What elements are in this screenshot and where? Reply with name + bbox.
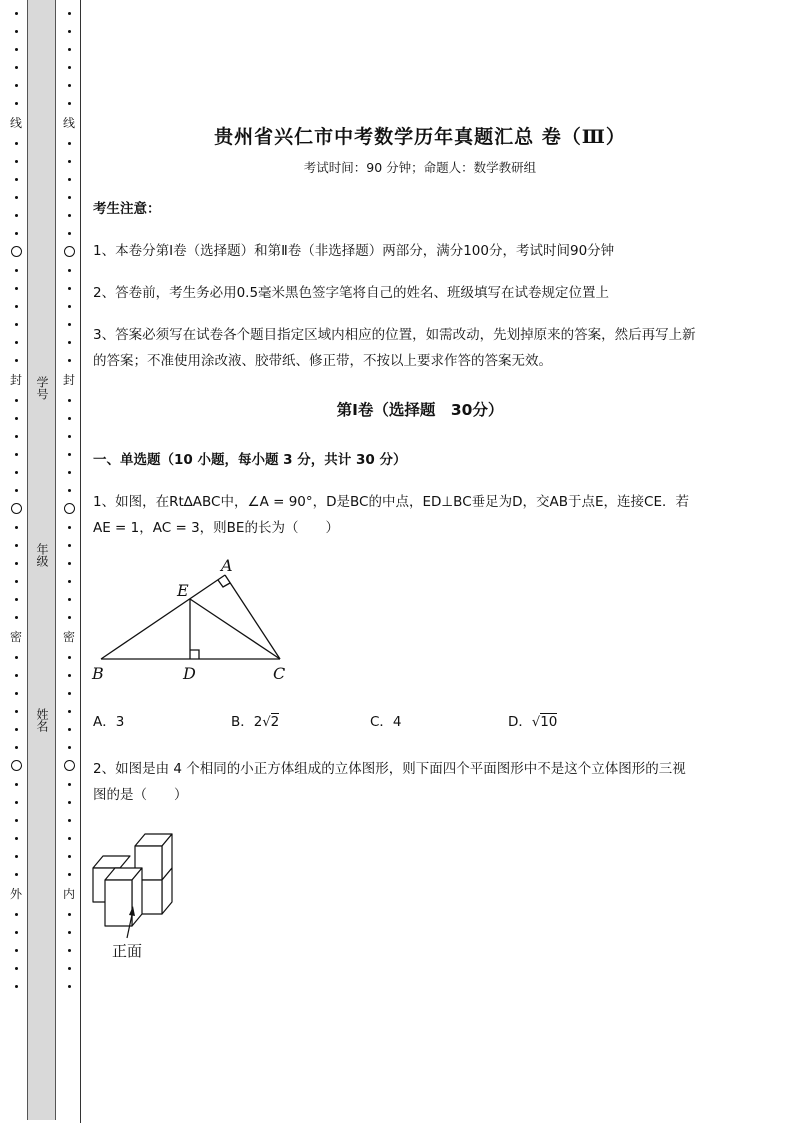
- label-e: E: [177, 581, 189, 600]
- punch-circle: [11, 246, 22, 257]
- outer-label-secret: 密: [9, 630, 22, 644]
- q1-option-d[interactable]: D．√10: [508, 714, 558, 730]
- punch-circle: [64, 503, 75, 514]
- notice-item-3-line-2: 的答案；不准使用涂改液、胶带纸、修正带，不按以上要求作答的答案无效。: [93, 353, 552, 369]
- notice-item-1: 1、本卷分第Ⅰ卷（选择题）和第Ⅱ卷（非选择题）两部分，满分100分，考试时间90分钟: [93, 243, 615, 259]
- q2-text-line-1: 2、如图是由 4 个相同的小正方体组成的立体图形，则下面四个平面图形中不是这个立体图形的三视: [93, 761, 686, 777]
- right-angle-mark-d: [190, 650, 199, 659]
- segment-ba: [101, 575, 225, 659]
- inner-label-seal: 封: [62, 373, 75, 387]
- outer-label-outside: 外: [9, 887, 22, 901]
- q1-text-line-1: 1、如图，在Rt∆ABC中，∠A = 90°，D是BC的中点，ED⊥BC垂足为D，交AB于点E，连接CE．若: [93, 494, 689, 510]
- q2-cube-figure: [88, 826, 188, 966]
- q1-option-b[interactable]: B．2√2: [231, 714, 280, 730]
- punch-circle: [64, 760, 75, 771]
- punch-circle: [11, 760, 22, 771]
- binding-margin: [0, 0, 82, 1123]
- binding-line: [80, 0, 81, 1123]
- punch-circle: [11, 503, 22, 514]
- inner-dot-column: [62, 4, 76, 1123]
- inner-label-inside: 内: [62, 887, 75, 901]
- notice-item-2: 2、答卷前，考生务必用0.5毫米黑色签字笔将自己的姓名、班级填写在试卷规定位置上: [93, 285, 610, 301]
- exam-title: 贵州省兴仁市中考数学历年真题汇总 卷（Ⅲ）: [214, 126, 626, 148]
- notice-heading: 考生注意：: [93, 201, 161, 217]
- q1-option-a[interactable]: A．3: [93, 714, 125, 730]
- front-label: 正面: [112, 942, 143, 960]
- label-d: D: [183, 664, 196, 683]
- exam-subtitle: 考试时间：90 分钟；命题人：数学教研组: [303, 160, 537, 175]
- inner-label-line: 线: [62, 116, 75, 130]
- label-a: A: [221, 556, 233, 575]
- q1-text-line-2: AE = 1，AC = 3，则BE的长为（ ）: [93, 520, 339, 536]
- q1-option-c[interactable]: C．4: [370, 714, 402, 730]
- field-grade: 年级: [35, 543, 49, 567]
- segment-ac: [225, 575, 280, 659]
- outer-dot-column: [9, 4, 23, 1123]
- field-student-id: 学号: [35, 376, 49, 400]
- label-c: C: [273, 664, 286, 683]
- part-1-title: 第Ⅰ卷（选择题 30分）: [336, 401, 504, 419]
- label-b: B: [92, 664, 104, 683]
- segment-ec: [190, 599, 280, 659]
- outer-label-line: 线: [9, 116, 22, 130]
- field-name: 姓名: [35, 708, 49, 732]
- student-info-strip: [27, 0, 56, 1120]
- outer-label-seal: 封: [9, 373, 22, 387]
- punch-circle: [64, 246, 75, 257]
- q2-text-line-2: 图的是（ ）: [93, 787, 188, 803]
- inner-label-secret: 密: [62, 630, 75, 644]
- q1-triangle-figure: [88, 555, 298, 685]
- single-choice-section-heading: 一、单选题（10 小题，每小题 3 分，共计 30 分）: [93, 452, 407, 468]
- notice-item-3-line-1: 3、答案必须写在试卷各个题目指定区域内相应的位置，如需改动，先划掉原来的答案，然后再写上新: [93, 327, 696, 343]
